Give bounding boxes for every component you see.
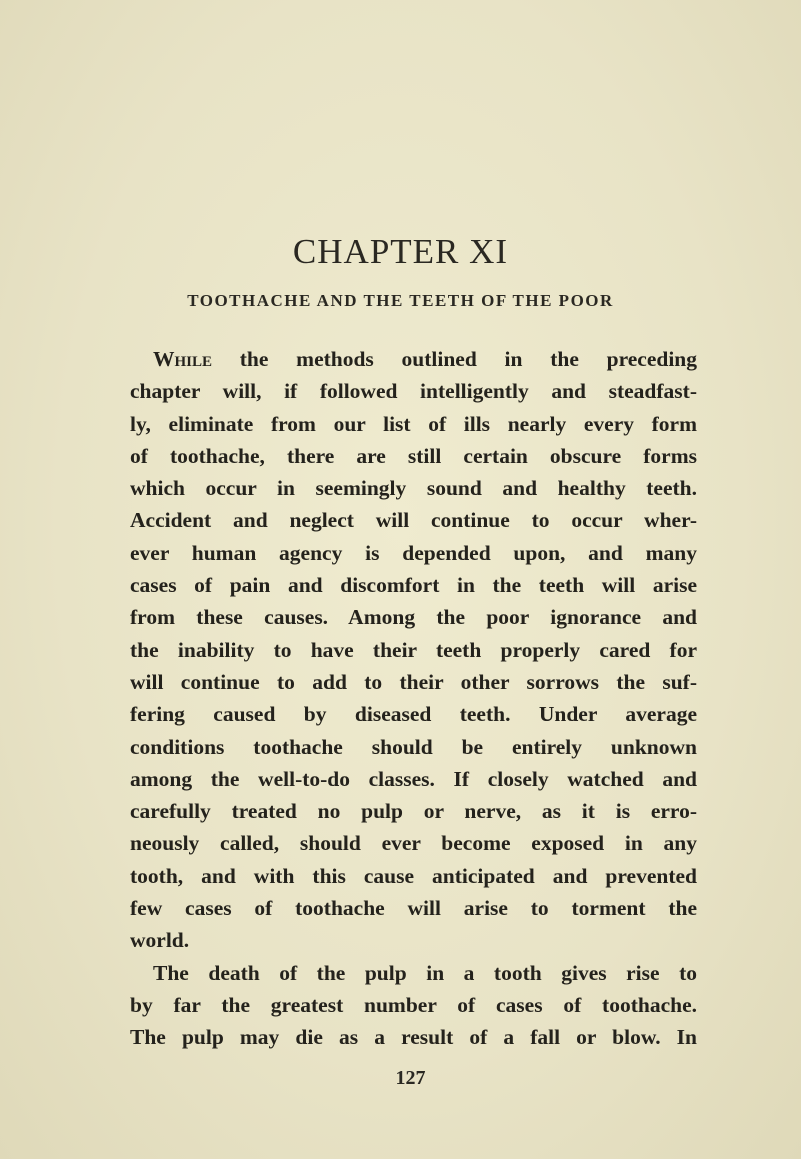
text-line: by far the greatest number of cases of toothache. [130, 992, 697, 1017]
page-number: 127 [395, 1067, 426, 1089]
body-text [130, 343, 697, 1054]
text-line: will continue to add to their other sorrows the suf- [130, 669, 697, 694]
text-line: fering caused by diseased teeth. Under average [130, 702, 697, 727]
text-line: few cases of toothache will arise to torment the [130, 896, 697, 921]
text-line: cases of pain and discomfort in the teeth will arise [130, 573, 697, 598]
text-line: of toothache, there are still certain obscure forms [130, 443, 697, 468]
text-line: The death of the pulp in a tooth gives rise to [153, 960, 697, 985]
text-line: chapter will, if followed intelligently and steadfast- [130, 379, 697, 404]
text-line: the inability to have their teeth properly cared for [130, 637, 697, 662]
text-line: ly, eliminate from our list of ills nearly every form [130, 411, 697, 436]
text-line: tooth, and with this cause anticipated and prevented [130, 863, 697, 888]
text-line: carefully treated no pulp or nerve, as it is erro- [130, 799, 697, 824]
text-line: neously called, should ever become exposed in any [130, 831, 697, 856]
chapter-subtitle: TOOTHACHE AND THE TEETH OF THE POOR [187, 291, 614, 310]
drop-word: While [153, 347, 213, 371]
text-line: The pulp may die as a result of a fall or blow. In [130, 1025, 697, 1050]
text-line: Accident and neglect will continue to occur wher- [130, 508, 697, 533]
chapter-title: CHAPTER XI [292, 232, 509, 271]
text-line: ever human agency is depended upon, and many [130, 540, 697, 565]
text-line: conditions toothache should be entirely unknown [130, 734, 697, 759]
text-line: among the well-to-do classes. If closely watched and [130, 766, 697, 791]
text-line: which occur in seemingly sound and healthy teeth. [130, 476, 697, 501]
text-line: from these causes. Among the poor ignorance and [130, 605, 697, 630]
text-line: While the methods outlined in the preceding [153, 347, 697, 371]
text-line: world. [130, 928, 190, 953]
